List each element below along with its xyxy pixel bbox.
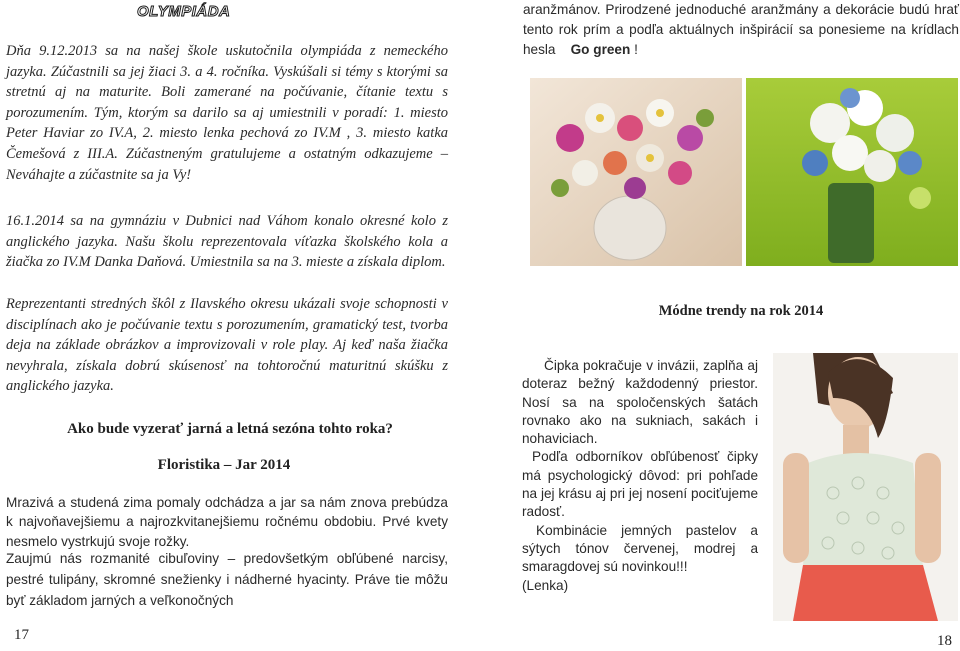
- floristika-continued-paragraph: [523, 0, 959, 61]
- page-number-left: 17: [14, 627, 29, 643]
- floristika-paragraph: Mrazivá a studená zima pomaly odchádza a jar sa nám znova prebúdza k najvoňavejšiemu a najrozkvitanejšiemu ročnému obdobiu. Prvé kvety nesmelo vystrkujú svoje rožky.: [6, 495, 448, 549]
- fashion-model-photo: [773, 353, 958, 621]
- olympiad-paragraph: Dňa 9.12.2013 sa na našej škole uskutočnila olympiáda z nemeckého jazyka. Zúčastnili sa jej žiaci 3. a 4. ročníka. Vyskúšali si témy s ktorými sa stretnú aj na maturite. Boli zamerané na počúvanie, čítanie textu s porozumením. Tým, ktorým sa darilo sa aj umiestnili v poradí: 1. miesto Peter Haviar zo IV.A, 2. miesto lenka pechová zo IV.M , 3. miesto katka Čemešová z III.A. Zúčastneným gratulujeme a ostatným odkazujeme – Neváhajte a zúčastnite sa ja Vy!: [6, 43, 448, 183]
- floristika-heading: Floristika – Jar 2014: [157, 457, 291, 473]
- fashion-paragraph-1: Čipka pokračuje v invázii, zaplňa aj doteraz bežný každodenný priestor. Nosí sa na spoločenských šatách rovnako ako na sukniach, sakách i nohaviciach.: [522, 358, 758, 447]
- fashion-paragraph-3: Kombinácie jemných pastelov a sýtych tónov červenej, modrej a smaragdovej sú novinkou!!!: [522, 522, 758, 575]
- motto-end: !: [634, 42, 638, 58]
- flower-arrangements-photo: [530, 78, 958, 266]
- article-title: OLYMPIÁDA: [137, 3, 231, 20]
- season-heading: Ako bude vyzerať jarná a letná sezóna tohto roka?: [67, 421, 393, 437]
- motto-text: Go green: [570, 42, 631, 58]
- flower-arrangements-illustration: [530, 78, 958, 266]
- floristika-continued-text: aranžmánov. Prirodzené jednoduché aranžmány a dekorácie budú hrať tento rok prím a podľa aktuálnych inšpirácií sa ponesieme na krídlach hesla: [523, 2, 959, 58]
- english-competition-paragraph: 16.1.2014 sa na gymnáziu v Dubnici nad Váhom konalo okresné kolo z anglického jazyka. Našu školu reprezentovala víťazka školského kola a žiačka zo IV.M Danka Daňová. Umiestnila sa na 3. mieste a získala diplom.: [6, 213, 448, 271]
- fashion-text-column: [522, 357, 758, 595]
- english-competition-paragraph-2: Reprezentanti stredných škôl z Ilavského okresu ukázali svoje schopnosti v disciplínach ako je počúvanie textu s porozumením, gramatický test, tvorba deja na základe obrázkov a improvizovali v role play. Aj keď naša žiačka nevyhrala, získala dobrú skúsenosť na tohtoročnú maturitnú skúšku z anglického jazyka.: [6, 296, 448, 395]
- author-signature: (Lenka): [522, 577, 569, 593]
- floristika-paragraph-2: Zaujmú nás rozmanité cibuľoviny – predovšetkým obľúbené narcisy, pestré tulipány, skromné snežienky i nádherné hyacinty. Práve tie môžu byť základom jarných a veľkonočných: [6, 551, 448, 608]
- fashion-model-illustration: [773, 353, 958, 621]
- fashion-paragraph-2: Podľa odborníkov obľúbenosť čipky má psychologický dôvod: pri pohľade na jej krásu aj pri jej nosení pociťujeme radosť.: [522, 449, 758, 520]
- page-number-right: 18: [937, 633, 952, 649]
- fashion-heading: Módne trendy na rok 2014: [658, 303, 824, 319]
